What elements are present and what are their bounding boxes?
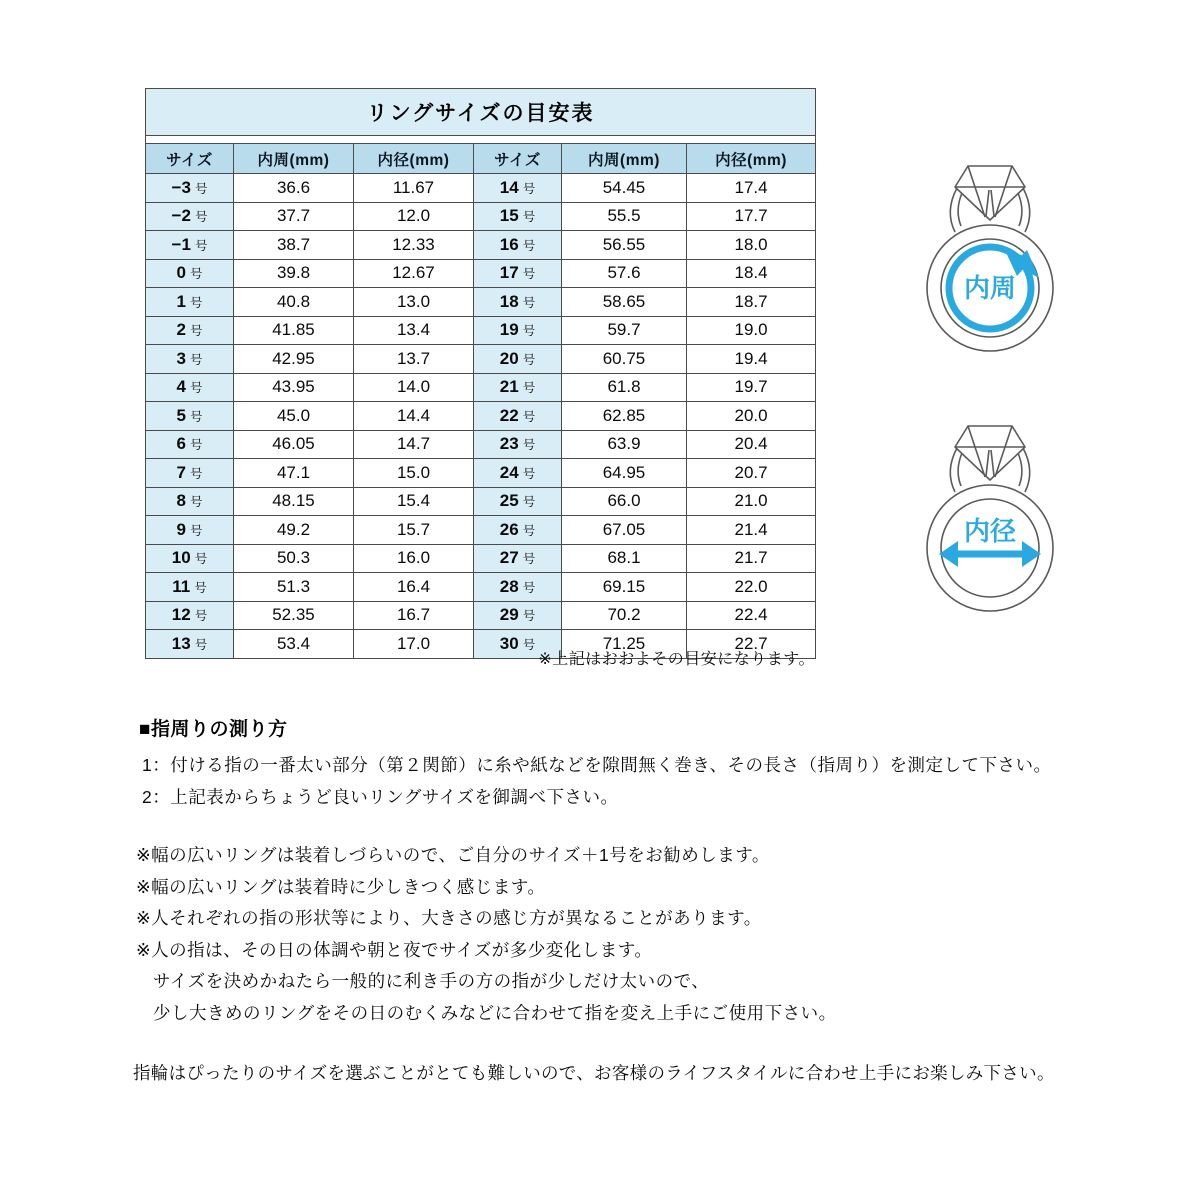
diameter-cell: 11.67 bbox=[354, 174, 474, 203]
table-row bbox=[146, 516, 816, 545]
size-cell: 13 号 bbox=[146, 630, 234, 659]
size-cell: 21 号 bbox=[474, 373, 562, 402]
circumference-cell: 68.1 bbox=[562, 544, 687, 573]
circumference-cell: 53.4 bbox=[234, 630, 354, 659]
circumference-cell: 61.8 bbox=[562, 373, 687, 402]
circumference-cell: 42.95 bbox=[234, 345, 354, 374]
footer-note: 指輪はぴったりのサイズを選ぶことがとても難しいので、お客様のライフスタイルに合わせ上手にお楽しみ下さい。 bbox=[133, 1063, 1055, 1083]
table-row bbox=[146, 316, 816, 345]
diameter-cell: 13.7 bbox=[354, 345, 474, 374]
circumference-cell: 70.2 bbox=[562, 601, 687, 630]
size-cell: 15 号 bbox=[474, 202, 562, 231]
size-cell: 26 号 bbox=[474, 516, 562, 545]
diameter-cell: 21.4 bbox=[687, 516, 816, 545]
table-row bbox=[146, 459, 816, 488]
circumference-cell: 67.05 bbox=[562, 516, 687, 545]
note-line: ※人の指は、その日の体調や朝と夜でサイズが多少変化します。 bbox=[136, 939, 653, 960]
diameter-cell: 13.0 bbox=[354, 288, 474, 317]
circumference-cell: 45.0 bbox=[234, 402, 354, 431]
diameter-cell: 16.7 bbox=[354, 601, 474, 630]
diameter-cell: 19.7 bbox=[687, 373, 816, 402]
diameter-cell: 13.4 bbox=[354, 316, 474, 345]
ring-with-diamond-icon bbox=[905, 160, 1075, 360]
table-row bbox=[146, 487, 816, 516]
circumference-cell: 47.1 bbox=[234, 459, 354, 488]
table-row bbox=[146, 345, 816, 374]
circumference-cell: 43.95 bbox=[234, 373, 354, 402]
diameter-cell: 14.7 bbox=[354, 430, 474, 459]
measuring-step-1: 1：付ける指の一番太い部分（第２関節）に糸や紙などを隙間無く巻き、その長さ（指周り）を測定して下さい。 bbox=[142, 755, 1052, 775]
size-cell: 24 号 bbox=[474, 459, 562, 488]
size-cell: 3 号 bbox=[146, 345, 234, 374]
table-row bbox=[146, 402, 816, 431]
diameter-cell: 16.4 bbox=[354, 573, 474, 602]
circumference-cell: 56.55 bbox=[562, 231, 687, 260]
diameter-label: 内径 bbox=[963, 516, 1017, 546]
circumference-cell: 46.05 bbox=[234, 430, 354, 459]
table-row bbox=[146, 430, 816, 459]
diameter-cell: 20.7 bbox=[687, 459, 816, 488]
size-cell: −1 号 bbox=[146, 231, 234, 260]
size-cell: 22 号 bbox=[474, 402, 562, 431]
size-cell: 7 号 bbox=[146, 459, 234, 488]
diameter-cell: 21.7 bbox=[687, 544, 816, 573]
table-row bbox=[146, 202, 816, 231]
circumference-cell: 63.9 bbox=[562, 430, 687, 459]
size-cell: 20 号 bbox=[474, 345, 562, 374]
diameter-cell: 19.0 bbox=[687, 316, 816, 345]
table-row bbox=[146, 544, 816, 573]
note-line: サイズを決めかねたら一般的に利き手の方の指が少しだけ太いので、 bbox=[153, 971, 710, 991]
diameter-cell: 18.0 bbox=[687, 231, 816, 260]
diameter-cell: 20.4 bbox=[687, 430, 816, 459]
table-row bbox=[146, 601, 816, 630]
circumference-label: 内周 bbox=[963, 273, 1017, 303]
column-header: 内周(mm) bbox=[562, 144, 687, 174]
size-cell: 30 号 bbox=[474, 630, 562, 659]
size-cell: −2 号 bbox=[146, 202, 234, 231]
size-cell: −3 号 bbox=[146, 174, 234, 203]
circumference-cell: 38.7 bbox=[234, 231, 354, 260]
diameter-cell: 22.4 bbox=[687, 601, 816, 630]
circumference-cell: 49.2 bbox=[234, 516, 354, 545]
circumference-cell: 39.8 bbox=[234, 259, 354, 288]
column-header: 内径(mm) bbox=[687, 144, 816, 174]
size-cell: 0 号 bbox=[146, 259, 234, 288]
column-header: 内径(mm) bbox=[354, 144, 474, 174]
notes-block bbox=[136, 840, 837, 1029]
size-cell: 16 号 bbox=[474, 231, 562, 260]
circumference-cell: 59.7 bbox=[562, 316, 687, 345]
diameter-cell: 21.0 bbox=[687, 487, 816, 516]
diameter-cell: 12.33 bbox=[354, 231, 474, 260]
table-title: リングサイズの目安表 bbox=[146, 89, 816, 136]
circumference-cell: 55.5 bbox=[562, 202, 687, 231]
diameter-cell: 12.0 bbox=[354, 202, 474, 231]
size-cell: 10 号 bbox=[146, 544, 234, 573]
diameter-cell: 12.67 bbox=[354, 259, 474, 288]
circumference-cell: 50.3 bbox=[234, 544, 354, 573]
size-cell: 17 号 bbox=[474, 259, 562, 288]
size-cell: 25 号 bbox=[474, 487, 562, 516]
diameter-cell: 15.4 bbox=[354, 487, 474, 516]
table-row bbox=[146, 288, 816, 317]
size-cell: 4 号 bbox=[146, 373, 234, 402]
circumference-cell: 66.0 bbox=[562, 487, 687, 516]
size-cell: 12 号 bbox=[146, 601, 234, 630]
table-gap-row bbox=[146, 136, 816, 144]
note-line: ※幅の広いリングは装着しづらいので、ご自分のサイズ＋1号をお勧めします。 bbox=[136, 845, 770, 865]
table-row bbox=[146, 174, 816, 203]
circumference-cell: 62.85 bbox=[562, 402, 687, 431]
table-gap bbox=[146, 136, 816, 144]
size-cell: 9 号 bbox=[146, 516, 234, 545]
table-header-row bbox=[146, 144, 816, 174]
note-line: ※幅の広いリングは装着時に少しきつく感じます。 bbox=[136, 876, 546, 897]
table-title-row bbox=[146, 89, 816, 136]
diameter-cell: 17.4 bbox=[687, 174, 816, 203]
table-row bbox=[146, 231, 816, 260]
circumference-cell: 69.15 bbox=[562, 573, 687, 602]
size-cell: 14 号 bbox=[474, 174, 562, 203]
diameter-cell: 18.7 bbox=[687, 288, 816, 317]
circumference-cell: 64.95 bbox=[562, 459, 687, 488]
circumference-cell: 60.75 bbox=[562, 345, 687, 374]
circumference-cell: 54.45 bbox=[562, 174, 687, 203]
size-cell: 18 号 bbox=[474, 288, 562, 317]
note-line: 少し大きめのリングをその日のむくみなどに合わせて指を変え上手にご使用下さい。 bbox=[153, 1002, 837, 1023]
table-body bbox=[146, 174, 816, 659]
diameter-cell: 14.4 bbox=[354, 402, 474, 431]
size-cell: 23 号 bbox=[474, 430, 562, 459]
diameter-cell: 17.0 bbox=[354, 630, 474, 659]
size-cell: 6 号 bbox=[146, 430, 234, 459]
size-cell: 29 号 bbox=[474, 601, 562, 630]
circumference-cell: 52.35 bbox=[234, 601, 354, 630]
diameter-cell: 20.0 bbox=[687, 402, 816, 431]
size-cell: 11 号 bbox=[146, 573, 234, 602]
diameter-cell: 17.7 bbox=[687, 202, 816, 231]
ring-with-diamond-icon bbox=[905, 420, 1075, 620]
size-cell: 19 号 bbox=[474, 316, 562, 345]
diameter-cell: 15.0 bbox=[354, 459, 474, 488]
column-header: 内周(mm) bbox=[234, 144, 354, 174]
table-row bbox=[146, 573, 816, 602]
size-cell: 1 号 bbox=[146, 288, 234, 317]
size-cell: 28 号 bbox=[474, 573, 562, 602]
circumference-cell: 41.85 bbox=[234, 316, 354, 345]
note-line: ※人それぞれの指の形状等により、大きさの感じ方が異なることがあります。 bbox=[136, 908, 762, 928]
size-cell: 2 号 bbox=[146, 316, 234, 345]
diameter-cell: 18.4 bbox=[687, 259, 816, 288]
diameter-cell: 15.7 bbox=[354, 516, 474, 545]
diameter-cell: 22.7 bbox=[687, 630, 816, 659]
size-cell: 5 号 bbox=[146, 402, 234, 431]
diameter-cell: 14.0 bbox=[354, 373, 474, 402]
circumference-cell: 71.25 bbox=[562, 630, 687, 659]
diameter-cell: 22.0 bbox=[687, 573, 816, 602]
size-cell: 27 号 bbox=[474, 544, 562, 573]
table-row bbox=[146, 373, 816, 402]
circumference-cell: 48.15 bbox=[234, 487, 354, 516]
table-approx-note: ※上記はおおよその目安になります。 bbox=[538, 651, 815, 668]
circumference-cell: 57.6 bbox=[562, 259, 687, 288]
diameter-cell: 19.4 bbox=[687, 345, 816, 374]
circumference-cell: 37.7 bbox=[234, 202, 354, 231]
ring-diagram-diameter bbox=[905, 420, 1075, 620]
measuring-step-2: 2：上記表からちょうど良いリングサイズを御調べ下さい。 bbox=[142, 787, 619, 807]
table-row bbox=[146, 259, 816, 288]
measuring-section-heading: ■指周りの測り方 bbox=[139, 719, 288, 740]
diameter-cell: 16.0 bbox=[354, 544, 474, 573]
column-header: サイズ bbox=[146, 144, 234, 174]
ring-diagram-circumference bbox=[905, 160, 1075, 360]
circumference-cell: 51.3 bbox=[234, 573, 354, 602]
ring-size-table bbox=[145, 88, 816, 659]
size-cell: 8 号 bbox=[146, 487, 234, 516]
circumference-cell: 40.8 bbox=[234, 288, 354, 317]
column-header: サイズ bbox=[474, 144, 562, 174]
circumference-cell: 58.65 bbox=[562, 288, 687, 317]
circumference-cell: 36.6 bbox=[234, 174, 354, 203]
